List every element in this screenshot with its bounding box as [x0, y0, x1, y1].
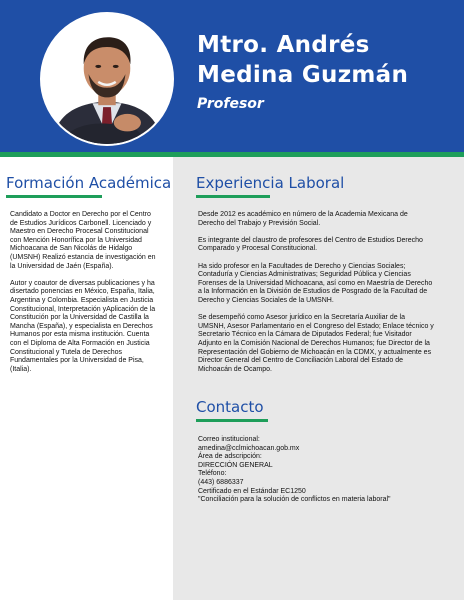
- formacion-heading: Formación Académica: [6, 174, 172, 192]
- contact-certification-name: "Conciliación para la solución de conflictos en materia laboral": [198, 496, 391, 504]
- contact-area: DIRECCIÓN GENERAL: [198, 461, 273, 469]
- experiencia-body: [198, 211, 434, 374]
- contacto-body: [198, 436, 434, 505]
- contacto-heading-underline: [196, 419, 268, 422]
- contact-email: amedina@cclmichoacan.gob.mx: [198, 444, 300, 452]
- contact-area-label: Área de adscripción:: [198, 453, 262, 461]
- experiencia-heading: Experiencia Laboral: [196, 174, 345, 192]
- experiencia-paragraph: Desde 2012 es académico en número de la Academia Mexicana de Derecho del Trabajo y Previsión Social.: [198, 211, 408, 227]
- contact-certification: Certificado en el Estándar EC1250: [198, 487, 306, 495]
- formacion-heading-underline: [6, 195, 102, 198]
- name-line-2: Medina Guzmán: [197, 62, 409, 88]
- experiencia-paragraph: Se desempeñó como Asesor jurídico en la Secretaría Auxiliar de la UMSNH, Asesor Parlamentario en el Congreso del Estado; Enlace técnico y Secretario Técnico en la Cámara de Diputados Federal; fue Visitador Adjunto en la Comisión Nacional de Derechos Humanos; fue Director de la Representación del Gobierno de Michoacán en la CDMX, y actualmente es Director General del Centro de Conciliación Laboral del Estado de Michoacán de Ocampo.: [198, 314, 434, 373]
- avatar: [40, 12, 174, 146]
- contact-phone-label: Teléfono:: [198, 470, 227, 478]
- contact-email-label: Correo institucional:: [198, 436, 260, 443]
- formacion-body: [10, 211, 158, 374]
- experiencia-paragraph: Ha sido profesor en la Facultades de Derecho y Ciencias Sociales; Contaduría y Ciencias Administrativas; Seguridad Pública y Ciencias Forenses de la Universidad Michoacana, así como en Maestría de Derecho a la Información en la División de Estudios de Posgrado de la Facultad de Derecho y Ciencias Sociales de la UMSNH.: [198, 262, 433, 304]
- formacion-paragraph: Candidato a Doctor en Derecho por el Centro de Estudios Jurídicos Carbonell. Licenciado y Maestro en Derecho Procesal Constitucional con Mención Honorífica por la Universidad Michoacana de San Nicolás de Hidalgo (UMSNH) Realizó estancia de investigación en la Universidad de Jaén (España).: [10, 211, 156, 270]
- contact-phone: (443) 6886337: [198, 478, 244, 486]
- contacto-heading: Contacto: [196, 398, 264, 416]
- name-line-1: Mtro. Andrés: [197, 32, 370, 58]
- person-role: Profesor: [197, 96, 264, 112]
- formacion-paragraph: Autor y coautor de diversas publicaciones y ha disertado ponencias en México, España, Italia, Argentina y Colombia. Especialista en Justicia Constitucional, Interpretación yAplicación de la Constitución por la Universidad de Castilla la Mancha (España), y especialista en Derechos Humanos por esta misma institución. Cuenta con el Diploma de Alta Formación en Justicia Constitucional y Tutela de Derechos Fundamentales por la Universidad de Pisa, (Italia).: [10, 279, 156, 373]
- person-name: [197, 30, 457, 90]
- profile-photo: [42, 14, 172, 144]
- experiencia-paragraph: Es integrante del claustro de profesores del Centro de Estudios Derecho Comparado y Procesal Constitucional.: [198, 236, 423, 253]
- experiencia-heading-underline: [196, 195, 270, 198]
